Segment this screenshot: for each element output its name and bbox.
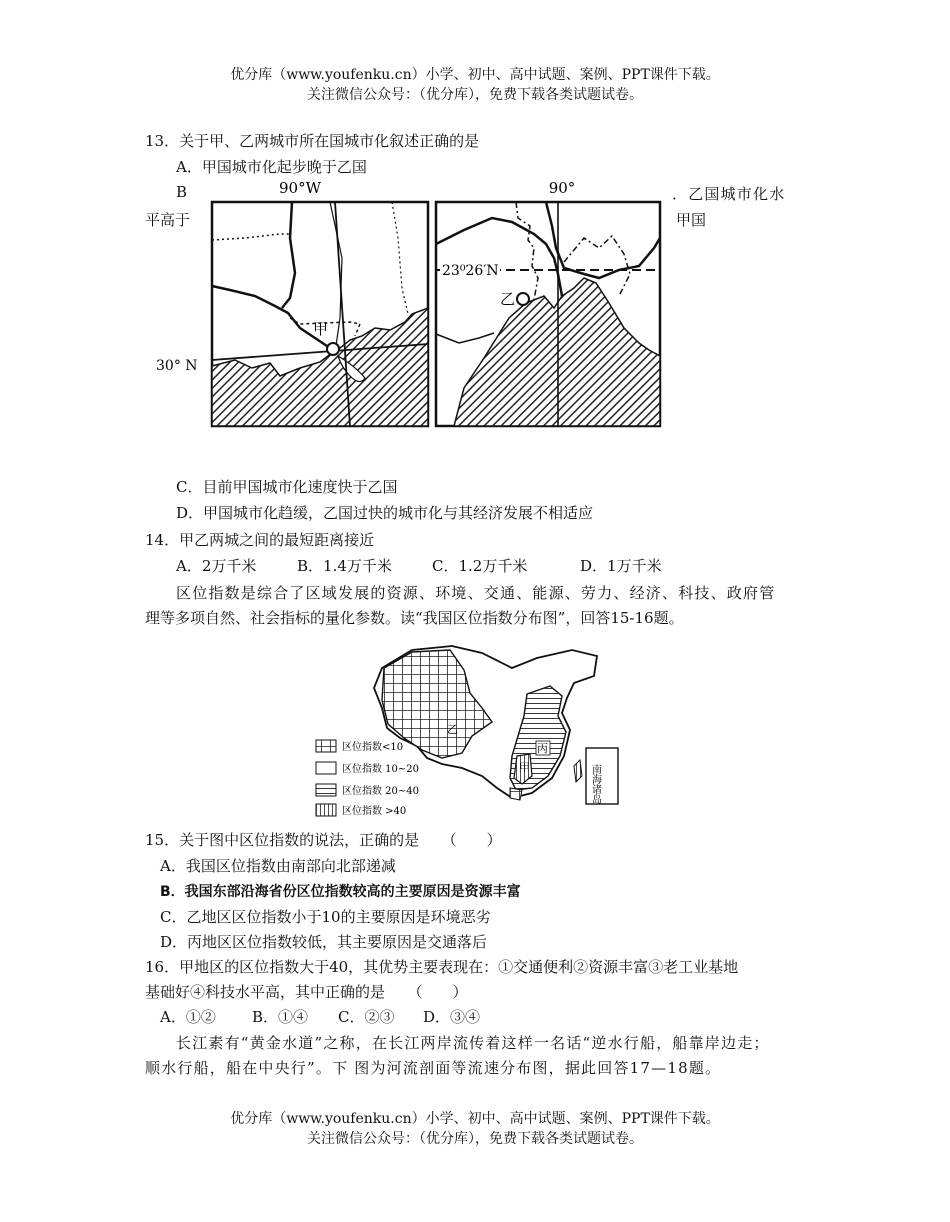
- q16-stem-line-2: 基础好④科技水平高，其中正确的是 （ ）: [145, 983, 468, 1001]
- hainan-island: [510, 788, 522, 800]
- q13-option-b-right1: ．乙国城市化水: [672, 185, 786, 203]
- map1-city-label: 甲: [313, 320, 329, 338]
- intro17-line-2: 顺水行船，船在中央行”。下 图为河流剖面等流速分布图，据此回答17—18题。: [145, 1059, 722, 1077]
- q15-option-b: B．我国东部沿海省份区位指数较高的主要原因是资源丰富: [160, 884, 521, 900]
- intro15-line-1: 区位指数是综合了区域发展的资源、环境、交通、能源、劳力、经济、科技、政府管: [176, 584, 776, 602]
- map2-city-marker: [517, 293, 529, 305]
- q13-option-a: A．甲国城市化起步晚于乙国: [176, 158, 367, 176]
- q14-option-a: A．2万千米: [176, 557, 257, 575]
- q13-option-b-left2: 平高于: [145, 211, 191, 229]
- q16-option-b: B．①④: [252, 1008, 309, 1026]
- footer-line-1: 优分库（www.youfenku.cn）小学、初中、高中试题、案例、PPT课件下载。: [230, 1111, 720, 1127]
- map2-lat-label: 23⁰26′N: [442, 263, 499, 279]
- map1-city-marker: [327, 343, 339, 355]
- footer-line-2: 关注微信公众号：（优分库），免费下载各类试题试卷。: [307, 1131, 643, 1147]
- legend-swatch-2: [316, 762, 336, 774]
- q15-option-a: A．我国区位指数由南部向北部递减: [160, 857, 396, 875]
- q16-option-c: C．②③: [338, 1008, 395, 1026]
- q15-stem: 15．关于图中区位指数的说法，正确的是 （ ）: [145, 831, 502, 849]
- map2-lon-label: 90°: [548, 179, 576, 197]
- q13-stem: 13．关于甲、乙两城市所在国城市化叙述正确的是: [145, 132, 480, 150]
- q13-option-c: C．目前甲国城市化速度快于乙国: [176, 478, 398, 496]
- legend-label-1: 区位指数<10: [342, 742, 404, 753]
- intro15-line-2: 理等多项自然、社会指标的量化参数。读“我国区位指数分布图”，回答15-16题。: [145, 609, 684, 627]
- china-label-bing: 丙: [537, 742, 548, 755]
- taiwan-island: [574, 760, 582, 782]
- legend-swatch-4: [316, 804, 336, 816]
- q16-option-a: A．①②: [160, 1008, 216, 1026]
- q13-option-d: D．甲国城市化趋缓，乙国过快的城市化与其经济发展不相适应: [176, 504, 594, 522]
- q14-option-c: C．1.2万千米: [432, 557, 528, 575]
- q15-option-d: D．丙地区区位指数较低，其主要原因是交通落后: [160, 933, 488, 951]
- map1-lat-label: 30° N: [156, 358, 198, 374]
- q13-option-b-left1: B: [176, 183, 188, 201]
- legend-swatch-3: [316, 784, 336, 796]
- q13-option-b-right2: 甲国: [676, 211, 707, 229]
- q14-stem: 14．甲乙两城之间的最短距离接近: [145, 531, 375, 549]
- legend-label-3: 区位指数 20~40: [342, 786, 420, 797]
- china-location-index-map: [312, 638, 622, 818]
- map1-lon-label: 90°W: [278, 179, 322, 197]
- china-label-yi: 乙: [447, 723, 458, 736]
- inset-label-1: 南海诸岛: [589, 764, 601, 804]
- legend-label-4: 区位指数 >40: [342, 806, 407, 817]
- header-line-2: 关注微信公众号：（优分库），免费下载各类试题试卷。: [307, 87, 643, 103]
- map-yi: [434, 178, 666, 430]
- map-jia: [150, 178, 435, 430]
- q14-option-d: D．1万千米: [580, 557, 662, 575]
- map2-city-label: 乙: [500, 290, 516, 308]
- q14-option-b: B．1.4万千米: [297, 557, 392, 575]
- q15-option-c: C．乙地区区位指数小于10的主要原因是环境恶劣: [160, 908, 491, 926]
- q16-stem-line-1: 16．甲地区的区位指数大于40，其优势主要表现在：①交通便利②资源丰富③老工业基地: [145, 958, 739, 976]
- q16-option-d: D．③④: [423, 1008, 481, 1026]
- intro17-line-1: 长江素有“黄金水道”之称，在长江两岸流传着这样一名话“逆水行船，船靠岸边走；: [176, 1034, 770, 1052]
- legend-label-2: 区位指数 10~20: [342, 764, 420, 775]
- header-line-1: 优分库（www.youfenku.cn）小学、初中、高中试题、案例、PPT课件下载。: [230, 67, 720, 83]
- china-label-jia: 甲: [519, 761, 530, 774]
- legend-swatch-1: [316, 740, 336, 752]
